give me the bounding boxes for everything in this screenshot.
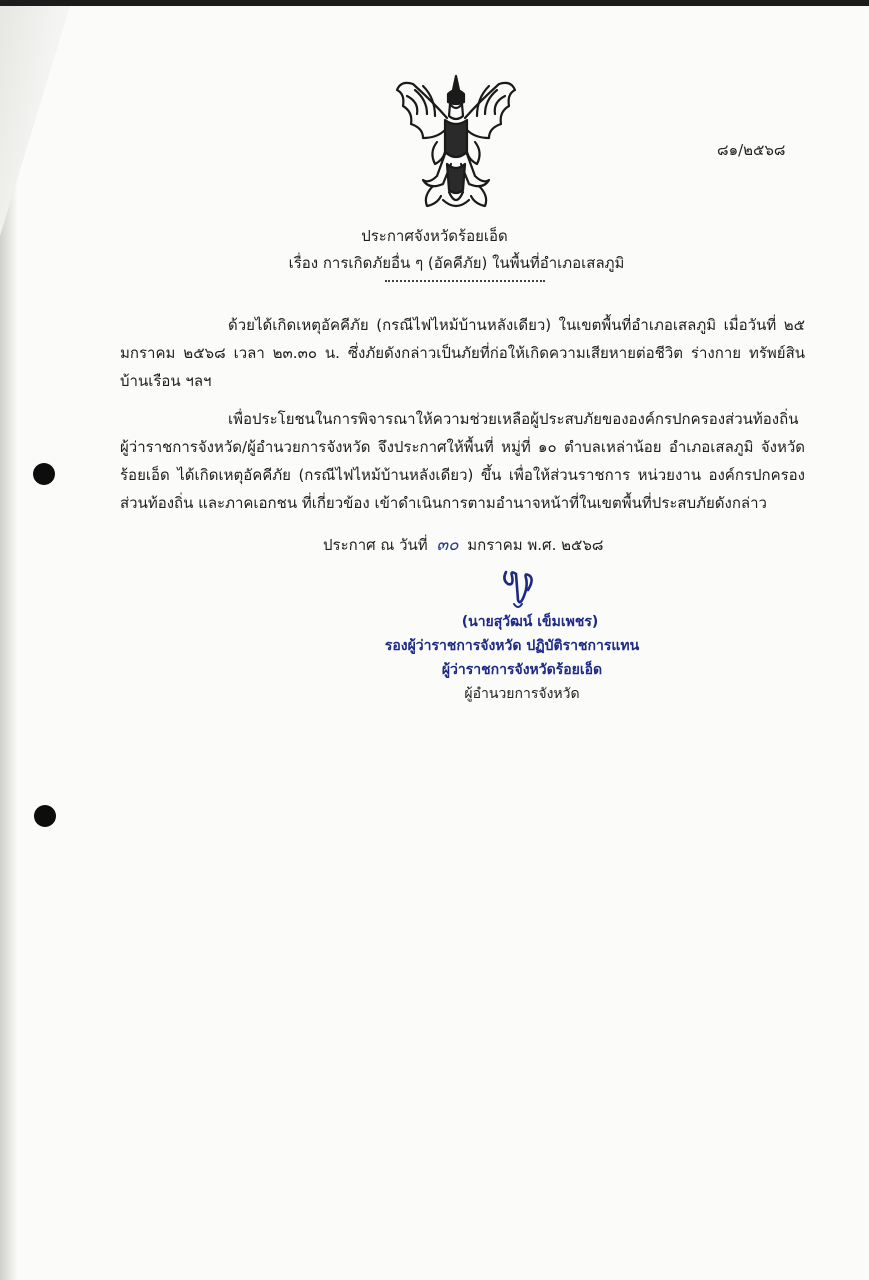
announcement-subject: เรื่อง การเกิดภัยอื่น ๆ (อัคคีภัย) ในพื้นที่อำเภอเสลภูมิ: [288, 254, 625, 272]
dateline-prefix: ประกาศ ณ วันที่: [323, 536, 428, 554]
dotted-divider: [385, 280, 545, 282]
signer-name: (นายสุวัฒน์ เข็มเพชร): [461, 614, 599, 630]
body-paragraph-2: เพื่อประโยชนในการพิจารณาให้ความช่วยเหลือผู้ประสบภัยขององค์กรปกครองส่วนท้องถิ่น ผู้ว่าราชการจังหวัด/ผู้อำนวยการจังหวัด จึงประกาศให้พื้นที่ หมู่ที่ ๑๐ ตำบลเหล่าน้อย อำเภอเสลภูมิ จังหวัดร้อยเอ็ด ได้เกิดเหตุอัคคีภัย (กรณีไฟไหม้บ้านหลังเดียว) ขึ้น เพื่อให้ส่วนราชการ หน่วยงาน องค์กรปกครองส่วนท้องถิ่น และภาคเอกชน ที่เกี่ยวข้อง เข้าดำเนินการตามอำนาจหน้าที่ในเขตพื้นที่ประสบภัยดังกล่าว: [120, 410, 805, 512]
signer-role: ผู้อำนวยการจังหวัด: [464, 686, 580, 702]
announcement-title: ประกาศจังหวัดร้อยเอ็ด: [361, 227, 508, 245]
punch-hole: [33, 463, 55, 485]
signer-position: รองผู้ว่าราชการจังหวัด ปฏิบัติราชการแทน: [384, 638, 640, 654]
dateline: [323, 531, 603, 558]
dateline-day: ๓๐: [436, 535, 459, 555]
garuda-emblem-icon: [393, 72, 519, 214]
punch-hole: [34, 805, 56, 827]
document-page: [0, 6, 869, 1280]
page-fold: [0, 6, 70, 236]
handwritten-signature: [498, 566, 538, 612]
dateline-suffix: มกราคม พ.ศ. ๒๕๖๘: [467, 536, 604, 554]
signer-on-behalf-of: ผู้ว่าราชการจังหวัดร้อยเอ็ด: [441, 662, 603, 678]
document-number: ๘๑/๒๕๖๘: [717, 141, 786, 159]
body-paragraph-1: ด้วยได้เกิดเหตุอัคคีภัย (กรณีไฟไหม้บ้านหลังเดียว) ในเขตพื้นที่อำเภอเสลภูมิ เมื่อวันที่ ๒๕ มกราคม ๒๕๖๘ เวลา ๒๓.๓๐ น. ซึ่งภัยดังกล่าวเป็นภัยที่ก่อให้เกิดความเสียหายต่อชีวิต ร่างกาย ทรัพย์สิน บ้านเรือน ฯลฯ: [120, 316, 805, 390]
